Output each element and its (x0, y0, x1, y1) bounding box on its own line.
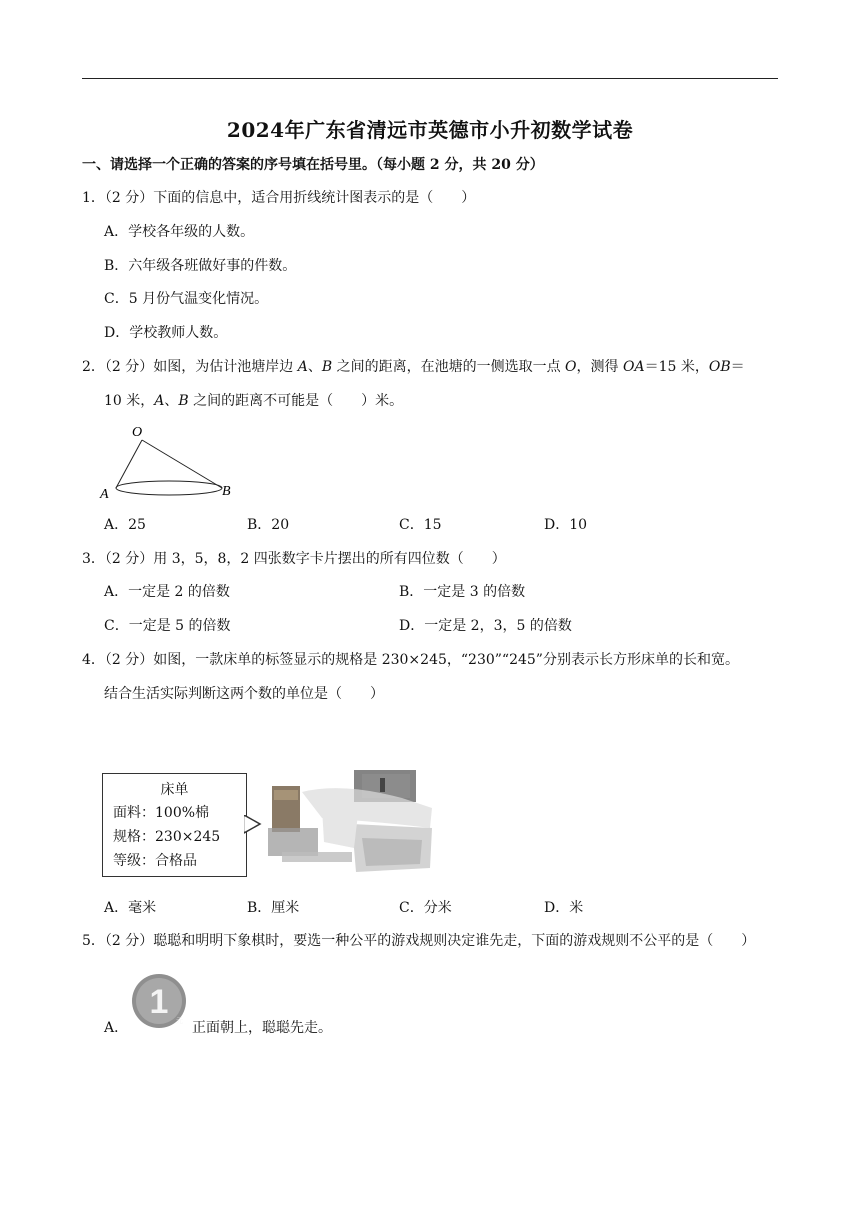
question-2-option-a: A．25 (104, 517, 146, 533)
header-rule (82, 78, 778, 79)
label-card-spec: 规格：230×245 (113, 829, 221, 845)
question-4-stem-line2: 结合生活实际判断这两个数的单位是（ ） (104, 686, 384, 702)
question-2-stem-line2: 10 米，A、B 之间的距离不可能是（ ）米。 (104, 393, 404, 409)
question-4-option-c: C．分米 (399, 900, 452, 916)
question-1-option-a: A．学校各年级的人数。 (104, 224, 255, 240)
bedroom-photo (262, 768, 440, 880)
question-1-option-c: C．5 月份气温变化情况。 (104, 291, 269, 307)
question-2-option-c: C．15 (399, 517, 442, 533)
pond-ellipse (116, 481, 222, 495)
coin-unit: 元 (176, 1017, 183, 1025)
label-o: O (132, 425, 143, 440)
bedsheet-label-card (102, 773, 247, 877)
question-5-stem: 5．（2 分）聪聪和明明下象棋时，要选一种公平的游戏规则决定谁先走，下面的游戏规则不公平的是（ ） (82, 933, 756, 949)
question-3-option-d: D．一定是 2，3，5 的倍数 (399, 618, 572, 634)
one-yuan-coin-icon (126, 973, 192, 1029)
label-card-title: 床单 (160, 782, 189, 798)
question-4-option-a: A．毫米 (104, 900, 157, 916)
question-5-option-a-label: A． (104, 1020, 129, 1036)
question-3-option-a: A．一定是 2 的倍数 (104, 584, 230, 600)
segment-oa (116, 440, 142, 488)
question-4-option-d: D．米 (544, 900, 584, 916)
label-card-pointer (244, 815, 264, 835)
question-4-stem-line1: 4．（2 分）如图，一款床单的标签显示的规格是 230×245，“230”“245”分别表示长方形床单的长和宽。 (82, 652, 739, 668)
question-2-option-d: D．10 (544, 517, 588, 533)
question-3-stem: 3．（2 分）用 3，5，8，2 四张数字卡片摆出的所有四位数（ ） (82, 551, 506, 567)
page-title: 2024年广东省清远市英德市小升初数学试卷 (226, 118, 634, 142)
question-1-option-b: B．六年级各班做好事的件数。 (104, 258, 297, 274)
coin-numeral: 1 (149, 983, 169, 1021)
label-b: B (222, 484, 231, 499)
pond-triangle-figure (96, 420, 246, 502)
question-5-option-a-text: 正面朝上，聪聪先走。 (192, 1020, 332, 1036)
question-1-option-d: D．学校教师人数。 (104, 325, 228, 341)
label-card-grade: 等级：合格品 (113, 853, 197, 869)
question-1-stem: 1．（2 分）下面的信息中，适合用折线统计图表示的是（ ） (82, 190, 476, 206)
question-3-option-c: C．一定是 5 的倍数 (104, 618, 231, 634)
section-heading: 一、请选择一个正确的答案的序号填在括号里。（每小题 2 分，共 20 分） (82, 157, 544, 173)
question-3-option-b: B．一定是 3 的倍数 (399, 584, 526, 600)
label-a: A (100, 487, 109, 502)
question-2-option-b: B．20 (247, 517, 290, 533)
label-card-fabric: 面料：100%棉 (113, 805, 210, 821)
question-2-stem-line1: 2．（2 分）如图，为估计池塘岸边 A、B 之间的距离，在池塘的一侧选取一点 O，测得 OA＝15 米，OB＝ (82, 359, 745, 375)
question-4-option-b: B．厘米 (247, 900, 300, 916)
